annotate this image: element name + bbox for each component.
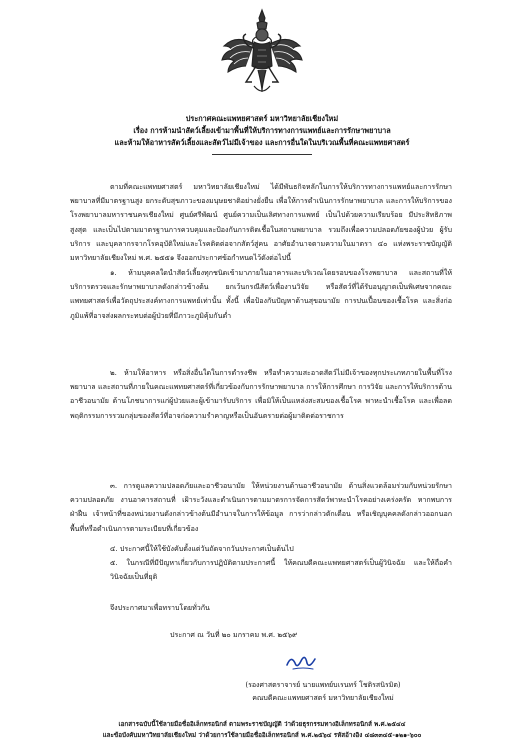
signer-name: (รองศาสตราจารย์ นายแพทย์บเรนทร์ โชติรสนิรมิต) [245,681,401,689]
announcement-date: ประกาศ ณ วันที่ ๒๐ มกราคม พ.ศ. ๒๕๖๙ [170,630,298,639]
heading-divider [212,154,312,155]
signer-title: คณบดีคณะแพทยศาสตร์ มหาวิทยาลัยเชียงใหม่ [252,694,394,702]
clause-3-paragraph [70,479,452,536]
clause-2-text: ๒. ห้ามให้อาหาร หรือสิ่งอื่นใดในการดำรงชีพ หรือทำความสะอาดสัตว์ไม่มีเจ้าของทุกประเภทภายในพื้นที่โรงพยาบาล และสถานที่ภายในคณะแพทยศาสตร์ที่เกี่ยวข้องกับการรักษาพยาบาล การให้การศึกษา การวิจัย และการให้บริการด้านอาชีวอนามัย ด้านโภชนาการแก่ผู้ป่วยและผู้เข้ามารับบริการ เพื่อมิให้เป็นแหล่งสะสมของเชื้อโรค พาหะนำเชื้อโรค และเพื่อลดพฤติกรรมการรวมกลุ่มของสัตว์ที่อาจก่อความรำคาญหรือเป็นอันตรายต่อผู้มาติดต่อราชการ [70,368,452,420]
handwritten-signature-icon [283,651,319,673]
clause-1-text: ๑. ห้ามบุคคลใดนำสัตว์เลี้ยงทุกชนิดเข้ามาภายในอาคารและบริเวณโดยรอบของโรงพยาบาล และสถานที่ให้บริการตรวจและรักษาพยาบาลดังกล่าวข้างต้น ยกเว้นกรณีสัตว์เพื่องานวิจัย หรือสัตว์ที่ได้รับอนุญาตเป็นพิเศษจากคณะแพทยศาสตร์เพื่อวัตถุประสงค์ทางการแพทย์เท่านั้น ทั้งนี้ เพื่อป้องกันปัญหาด้านสุขอนามัย การปนเปื้อนของเชื้อโรค และสิ่งก่อภูมิแพ้ที่อาจส่งผลกระทบต่อผู้ป่วยที่มีภาวะภูมิคุ้มกันต่ำ [70,268,452,320]
closing-statement: จึงประกาศมาเพื่อทราบโดยทั่วกัน [110,603,210,612]
clause-3-text: ๓. การดูแลความปลอดภัยและอาชีวอนามัย ให้หน่วยงานด้านอาชีวอนามัย ด้านสิ่งแวดล้อมร่วมกับหน่วยรักษาความปลอดภัย งานอาคารสถานที่ เฝ้าระวังและดำเนินการตามมาตรการจัดการสัตว์พาหะนำโรคอย่างเคร่งครัด หากพบการฝ่าฝืน เจ้าหน้าที่ของหน่วยงานดังกล่าวข้างต้นมีอำนาจในการให้ข้อมูล การว่ากล่าวตักเตือน หรือเชิญบุคคลดังกล่าวออกนอกพื้นที่หรือดำเนินการตามระเบียบที่เกี่ยวข้อง [70,481,452,533]
clause-1-paragraph [70,266,452,323]
subject-line-1: เรื่อง การห้ามนำสัตว์เลี้ยงเข้ามาพื้นที่ให้บริการทางการแพทย์และการรักษาพยาบาล [133,126,391,135]
clause-4-text: ๔. ประกาศนี้ให้ใช้บังคับตั้งแต่วันถัดจากวันประกาศเป็นต้นไป [110,544,294,553]
e-signature-notice-line-1: เอกสารฉบับนี้ใช้ลายมือชื่ออิเล็กทรอนิกส์ ตามพระราชบัญญัติ ว่าด้วยธุรกรรมทางอิเล็กทรอนิกส์ พ.ศ.๒๕๔๔ [118,721,406,728]
garuda-emblem-icon [216,6,308,98]
issuer-title: ประกาศคณะแพทยศาสตร์ มหาวิทยาลัยเชียงใหม่ [185,114,339,123]
clause-2-paragraph [70,366,452,423]
intro-text: ตามที่คณะแพทยศาสตร์ มหาวิทยาลัยเชียงใหม่ ได้มีพันธกิจหลักในการให้บริการทางการแพทย์และการรักษาพยาบาลที่มีมาตรฐานสูง ยกระดับสุขภาวะของมนุษยชาติอย่างยั่งยืน เพื่อให้การดำเนินการรักษาพยาบาล และการให้บริการของโรงพยาบาลมหาราชนครเชียงใหม่ ศูนย์ศรีพัฒน์ ศูนย์ความเป็นเลิศทางการแพทย์ เป็นไปด้วยความเรียบร้อย มีประสิทธิภาพสูงสุด และเป็นไปตามมาตรฐานการควบคุมและป้องกันการติดเชื้อในสถานพยาบาล รวมถึงเพื่อความปลอดภัยของผู้ป่วย ผู้รับบริการ และบุคลากรจากโรคอุบัติใหม่และโรคติดต่อจากสัตว์สู่คน อาศัยอำนาจตามความในมาตรา ๔๐ แห่งพระราชบัญญัติมหาวิทยาลัยเชียงใหม่ พ.ศ. ๒๕๕๑ จึงออกประกาศข้อกำหนดไว้ดังต่อไปนี้ [70,182,452,263]
intro-paragraph [70,180,452,265]
subject-line-2: และห้ามให้อาหารสัตว์เลี้ยงและสัตว์ไม่มีเจ้าของ และการอื่นใดในบริเวณพื้นที่คณะแพทยศาสตร์ [114,138,410,147]
clause-5-text: ๕. ในกรณีที่มีปัญหาเกี่ยวกับการปฏิบัติตามประกาศนี้ ให้คณบดีคณะแพทยศาสตร์เป็นผู้วินิจฉัย และให้ถือคำวินิจฉัยเป็นที่ยุติ [110,558,452,581]
e-signature-notice-line-2: และข้อบังคับมหาวิทยาลัยเชียงใหม่ ว่าด้วยการใช้ลายมือชื่ออิเล็กทรอนิกส์ พ.ศ.๒๕๖๔ รหัสอ้างอิง ๔๘๓๓๔๕-๑๒๑-๖๐๐ [102,732,422,739]
